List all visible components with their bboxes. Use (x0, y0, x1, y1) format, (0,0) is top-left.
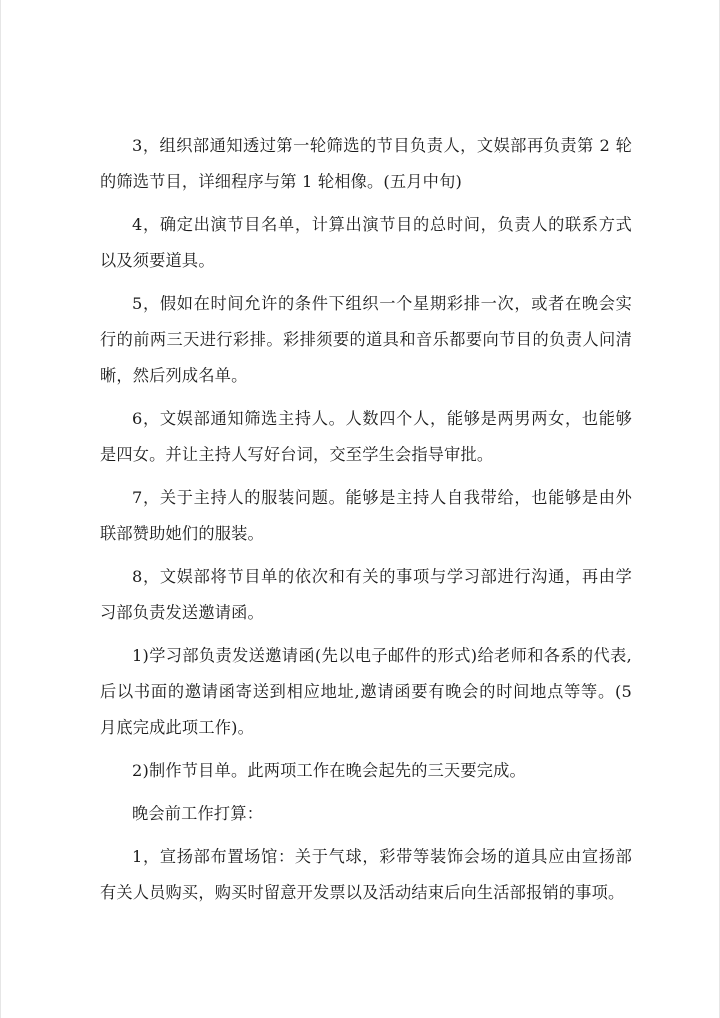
paragraph-step-4: 4，确定出演节目名单，计算出演节目的总时间，负责人的联系方式以及须要道具。 (100, 215, 632, 270)
paragraph-step-3: 3，组织部通知透过第一轮筛选的节目负责人，文娱部再负责第 2 轮的筛选节目，详细程序与第 1 轮相像。(五月中旬) (100, 136, 632, 191)
paragraph-step-7: 7，关于主持人的服装问题。能够是主持人自我带给，也能够是由外联部赞助她们的服装。 (100, 488, 632, 543)
document-body (100, 128, 632, 918)
paragraph-substep-2: 2)制作节目单。此两项工作在晚会起先的三天要完成。 (132, 761, 526, 780)
paragraph-prep-1: 1，宣扬部布置场馆：关于气球，彩带等装饰会场的道具应由宣扬部有关人员购买，购买时留意开发票以及活动结束后向生活部报销的事项。 (100, 847, 632, 902)
paragraph-step-8: 8，文娱部将节目单的依次和有关的事项与学习部进行沟通，再由学习部负责发送邀请函。 (100, 567, 632, 622)
paragraph-step-5: 5，假如在时间允许的条件下组织一个星期彩排一次，或者在晚会实行的前两三天进行彩排。彩排须要的道具和音乐都要向节目的负责人问清晰，然后列成名单。 (100, 294, 632, 385)
paragraph-step-6: 6，文娱部通知筛选主持人。人数四个人，能够是两男两女，也能够是四女。并让主持人写好台词，交至学生会指导审批。 (100, 409, 632, 464)
section-heading: 晚会前工作打算： (132, 804, 264, 823)
paragraph-substep-1: 1)学习部负责发送邀请函(先以电子邮件的形式)给老师和各系的代表,后以书面的邀请函寄送到相应地址,邀请函要有晚会的时间地点等等。(5 月底完成此项工作)。 (100, 646, 632, 737)
